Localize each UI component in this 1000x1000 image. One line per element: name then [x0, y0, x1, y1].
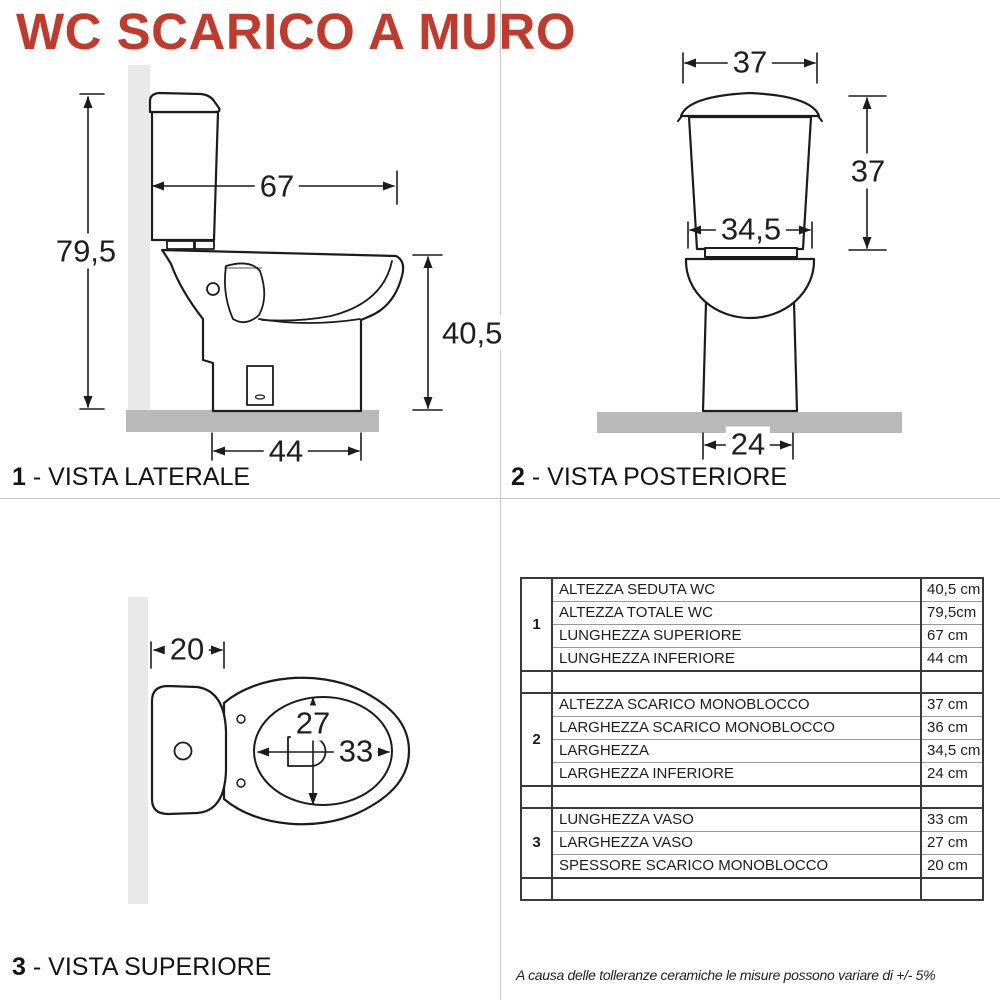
rear-lid-edge-right: [818, 116, 822, 121]
table-row: [521, 625, 983, 648]
group-number: 1: [521, 578, 552, 671]
spec-value: 40,5 cm: [921, 578, 983, 602]
side-view-drawing: [80, 65, 442, 460]
dim-bowl-length: 33: [334, 734, 378, 769]
group-number: 2: [521, 693, 552, 786]
spacer-row: [521, 878, 983, 900]
spec-value: 27 cm: [921, 832, 983, 855]
dimensions-table: [520, 577, 984, 901]
spec-label: LUNGHEZZA VASO: [552, 808, 921, 832]
side-cistern-body: [152, 112, 218, 240]
top-cistern: [152, 686, 226, 814]
table-row: [521, 832, 983, 855]
spec-label: SPESSORE SCARICO MONOBLOCCO: [552, 855, 921, 879]
table-row: [521, 578, 983, 602]
table-row: [521, 763, 983, 787]
side-seat-hinge-2: [195, 241, 214, 249]
spec-value: 33 cm: [921, 808, 983, 832]
top-wall: [128, 597, 148, 904]
dim-top-length: 67: [255, 169, 299, 204]
side-toilet-outline: [162, 250, 403, 411]
spec-value: 24 cm: [921, 763, 983, 787]
dim-total-height: 79,5: [51, 234, 121, 269]
side-floor: [126, 410, 379, 432]
spec-label: LUNGHEZZA SUPERIORE: [552, 625, 921, 648]
dim-bottom-length: 44: [264, 434, 308, 469]
caption-number: 3: [12, 953, 26, 981]
table-row: [521, 648, 983, 672]
spacer-row: [521, 671, 983, 693]
spec-label: LUNGHEZZA INFERIORE: [552, 648, 921, 672]
dim-seat-height: 40,5: [437, 316, 507, 351]
page-title: WC SCARICO A MURO: [16, 3, 577, 60]
caption-text: - VISTA LATERALE: [32, 463, 251, 491]
spec-label: LARGHEZZA VASO: [552, 832, 921, 855]
table-row: [521, 717, 983, 740]
spec-label: LARGHEZZA SCARICO MONOBLOCCO: [552, 717, 921, 740]
spec-label: ALTEZZA SCARICO MONOBLOCCO: [552, 693, 921, 717]
spec-label: LARGHEZZA INFERIORE: [552, 763, 921, 787]
spec-label: ALTEZZA TOTALE WC: [552, 602, 921, 625]
table-row: [521, 855, 983, 879]
dim-tank-height: 37: [846, 154, 890, 189]
rear-lid-edge-left: [678, 116, 682, 121]
caption-number: 1: [12, 463, 26, 491]
rear-cistern-lid: [681, 93, 819, 116]
spec-value: 37 cm: [921, 693, 983, 717]
rear-view-drawing: [597, 53, 902, 459]
spec-label: LARGHEZZA: [552, 740, 921, 763]
dim-tank-width: 37: [728, 45, 772, 80]
spec-value: 67 cm: [921, 625, 983, 648]
spacer-row: [521, 786, 983, 808]
dim-mid-width: 34,5: [716, 212, 786, 247]
spec-value: 44 cm: [921, 648, 983, 672]
spec-value: 79,5cm: [921, 602, 983, 625]
caption-text: - VISTA SUPERIORE: [32, 953, 272, 981]
spec-label: ALTEZZA SEDUTA WC: [552, 578, 921, 602]
table-row: [521, 602, 983, 625]
caption-number: 2: [511, 463, 525, 491]
side-cistern-lid: [150, 93, 220, 112]
tolerance-note: A causa delle tolleranze ceramiche le misure possono variare di +/- 5%: [516, 967, 936, 983]
rear-cistern-base: [705, 248, 797, 257]
table-row: [521, 693, 983, 717]
table-row: [521, 740, 983, 763]
group-number: 3: [521, 808, 552, 878]
dim-bottom-width: 24: [726, 427, 770, 462]
caption-vista-posteriore: [511, 463, 787, 492]
table-row: [521, 808, 983, 832]
side-seat-hinge: [167, 241, 194, 249]
dim-tank-depth: 20: [165, 632, 209, 667]
spec-value: 20 cm: [921, 855, 983, 879]
spec-value: 34,5 cm: [921, 740, 983, 763]
dim-bowl-width: 27: [291, 706, 335, 741]
caption-vista-superiore: [12, 953, 271, 982]
top-bowl-outline: [224, 678, 409, 824]
caption-vista-laterale: [12, 463, 250, 492]
side-wall: [128, 65, 150, 428]
spec-value: 36 cm: [921, 717, 983, 740]
caption-text: - VISTA POSTERIORE: [531, 463, 788, 491]
